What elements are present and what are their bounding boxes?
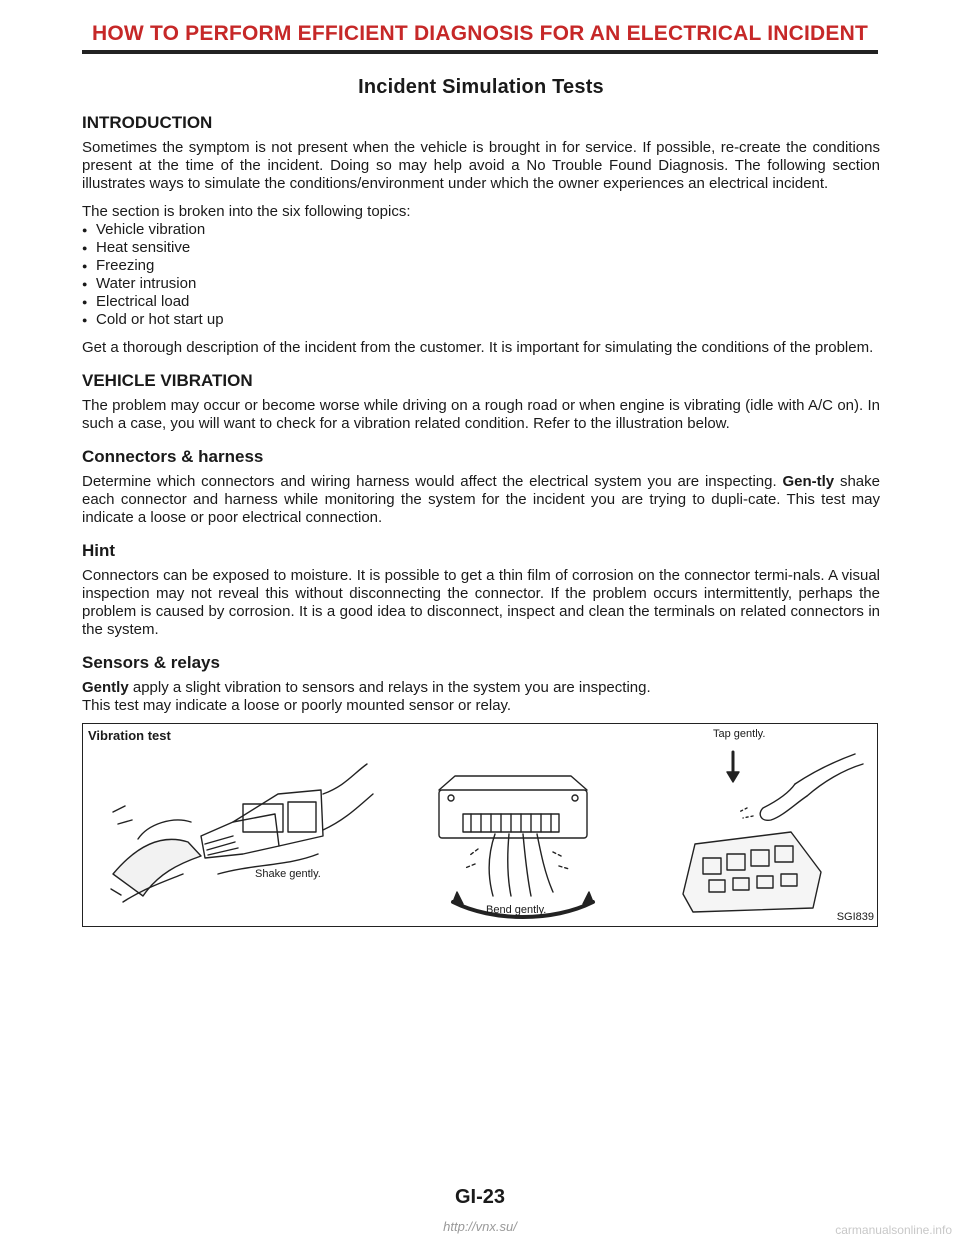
vibration-heading: VEHICLE VIBRATION — [82, 371, 253, 390]
vibration-test-figure — [82, 723, 878, 927]
intro-heading: INTRODUCTION — [82, 113, 213, 132]
page-number: GI-23 — [454, 1186, 506, 1208]
connectors-text-a: Determine which connectors and wiring harness would affect the electrical system you are inspecting. — [82, 473, 783, 490]
source-url[interactable]: http://vnx.su/ — [443, 1219, 517, 1234]
intro-paragraph: Sometimes the symptom is not present when the vehicle is brought in for service. If possible, re-create the conditions present at the time of the incident. Doing so may help avoid a No Trouble Found Diagnosis. The following section illustrates ways to simulate the conditions/environment under which the owner experiences an electrical incident. — [82, 139, 880, 192]
sensors-paragraph-2: This test may indicate a loose or poorly mounted sensor or relay. — [82, 697, 512, 714]
connectors-text-b: shake each connector and harness while monitoring the system for the incident you are trying to dupli-cate. This test may indicate a loose or poor electrical connection. — [82, 473, 880, 526]
figure-title: Vibration test — [88, 728, 171, 743]
connectors-heading: Connectors & harness — [82, 447, 264, 466]
hint-paragraph: Connectors can be exposed to moisture. It is possible to get a thin film of corrosion on the connector termi-nals. A visual inspection may not reveal this without disconnecting the connector. If the problem occurs intermittently, perhaps the problem is caused by corrosion. It is a good idea to disconnect, inspect and clean the terminals on related connectors in the system. — [82, 567, 880, 638]
vibration-test-illustration — [83, 724, 877, 926]
topic-item: ● Cold or hot start up — [82, 311, 880, 329]
connectors-emphasis: Gen-tly — [782, 473, 835, 490]
sensors-text: apply a slight vibration to sensors and relays in the system you are inspecting. — [128, 679, 651, 696]
bend-gently-label: Bend gently. — [486, 904, 547, 916]
topic-list — [82, 221, 880, 329]
figure-code: SGI839 — [836, 911, 874, 923]
topics-lead: The section is broken into the six following topics: — [82, 203, 411, 220]
vibration-paragraph: The problem may occur or become worse while driving on a rough road or when engine is vibrating (idle with A/C on). In such a case, you will want to check for a vibration related condition. Refer to the illustration below. — [82, 397, 880, 432]
sensors-paragraph — [82, 679, 880, 697]
hint-heading: Hint — [82, 541, 116, 560]
shake-gently-label: Shake gently. — [255, 868, 321, 880]
topic-item: ● Electrical load — [82, 293, 880, 311]
banner-rule — [82, 50, 878, 54]
page-title: Incident Simulation Tests — [358, 76, 604, 98]
intro-closing-paragraph: Get a thorough description of the incident from the customer. It is important for simulating the conditions of the problem. — [82, 339, 874, 356]
page-content — [82, 76, 880, 927]
connectors-paragraph — [82, 473, 880, 527]
sensors-heading: Sensors & relays — [82, 653, 220, 672]
sensors-emphasis: Gently — [82, 679, 129, 696]
topic-item: ● Heat sensitive — [82, 239, 880, 257]
topic-item: ● Freezing — [82, 257, 880, 275]
topic-item: ● Vehicle vibration — [82, 221, 880, 239]
topic-item: ● Water intrusion — [82, 275, 880, 293]
watermark: carmanualsonline.info — [835, 1223, 952, 1237]
tap-gently-label: Tap gently. — [713, 728, 766, 740]
section-banner: HOW TO PERFORM EFFICIENT DIAGNOSIS FOR AN ELECTRICAL INCIDENT — [92, 22, 868, 45]
